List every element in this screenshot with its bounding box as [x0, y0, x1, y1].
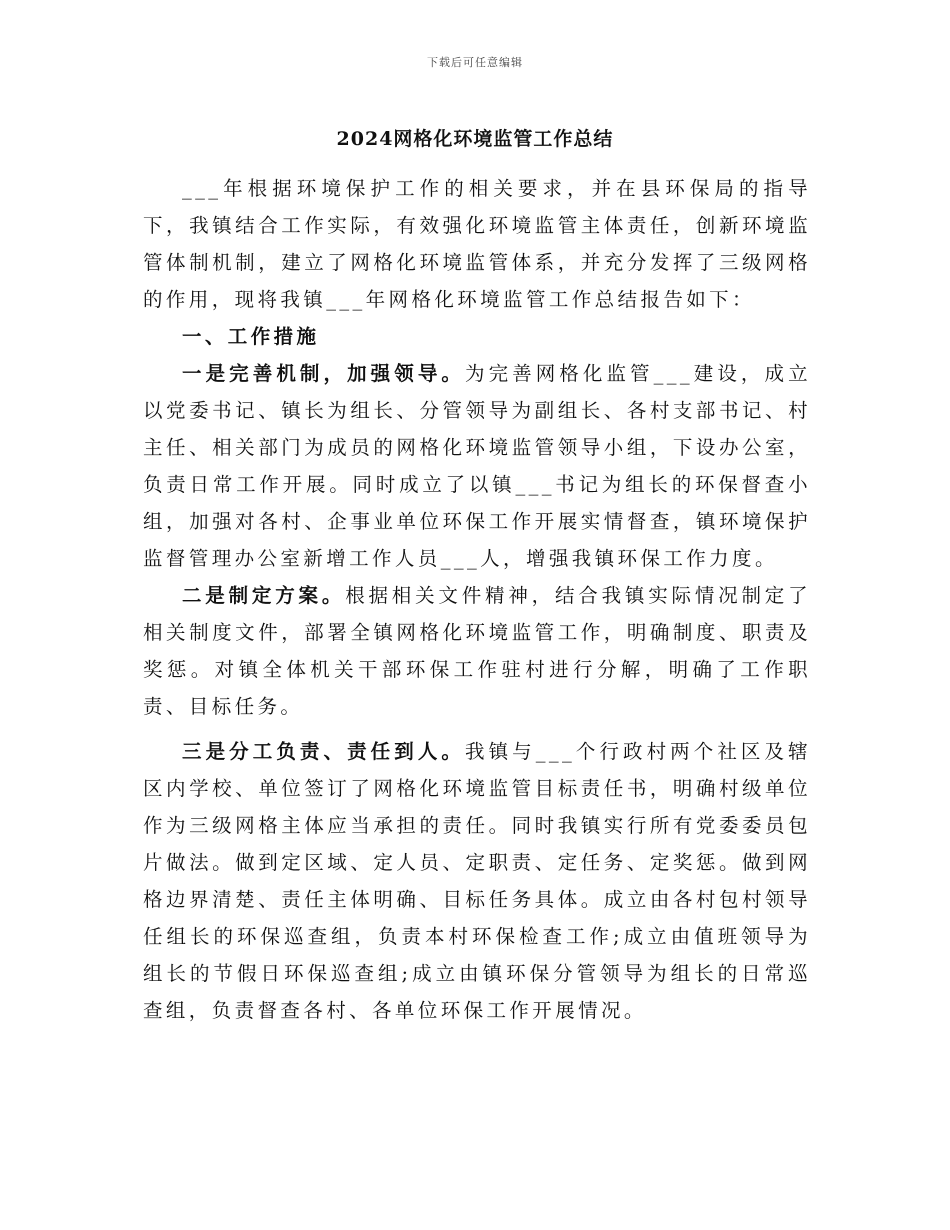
section-heading: 一、工作措施 — [182, 325, 320, 348]
document-body — [143, 170, 811, 1029]
item-paragraph-2 — [143, 577, 811, 725]
document-title: 2024网格化环境监管工作总结 — [336, 128, 614, 150]
item-lead-3: 三是分工负责、责任到人。 — [182, 740, 465, 763]
item-text-1: 为完善网格化监管___建设，成立以党委书记、镇长为组长、分管领导为副组长、各村支部书记、村主任、相关部门为成员的网格化环境监管领导小组，下设办公室，负责日常工作开展。同时成立了以镇___书记为组长的环保督查小组，加强对各村、企事业单位环保工作开展实情督查，镇环境保护监督管理办公室新增工作人员___人，增强我镇环保工作力度。 — [143, 362, 811, 570]
intro-paragraph: ___年根据环境保护工作的相关要求，并在县环保局的指导下，我镇结合工作实际，有效强化环境监管主体责任，创新环境监管体制机制，建立了网格化环境监管体系，并充分发挥了三级网格的作用，现将我镇___年网格化环境监管工作总结报告如下： — [143, 177, 811, 311]
item-paragraph-1 — [143, 355, 811, 577]
item-text-3: 我镇与___个行政村两个社区及辖区内学校、单位签订了网格化环境监管目标责任书，明确村级单位作为三级网格主体应当承担的责任。同时我镇实行所有党委委员包片做法。做到定区域、定人员、定职责、定任务、定奖惩。做到网格边界清楚、责任主体明确、目标任务具体。成立由各村包村领导任组长的环保巡查组，负责本村环保检查工作;成立由值班领导为组长的节假日环保巡查组;成立由镇环保分管领导为组长的日常巡查组，负责督查各村、各单位环保工作开展情况。 — [143, 740, 811, 1022]
item-paragraph-3 — [143, 733, 811, 1029]
item-text-2: 根据相关文件精神，结合我镇实际情况制定了相关制度文件，部署全镇网格化环境监管工作，明确制度、职责及奖惩。对镇全体机关干部环保工作驻村进行分解，明确了工作职责、目标任务。 — [143, 584, 811, 718]
header-note: 下载后可任意编辑 — [427, 56, 523, 69]
item-lead-1: 一是完善机制，加强领导。 — [182, 362, 465, 385]
item-lead-2: 二是制定方案。 — [182, 584, 346, 607]
